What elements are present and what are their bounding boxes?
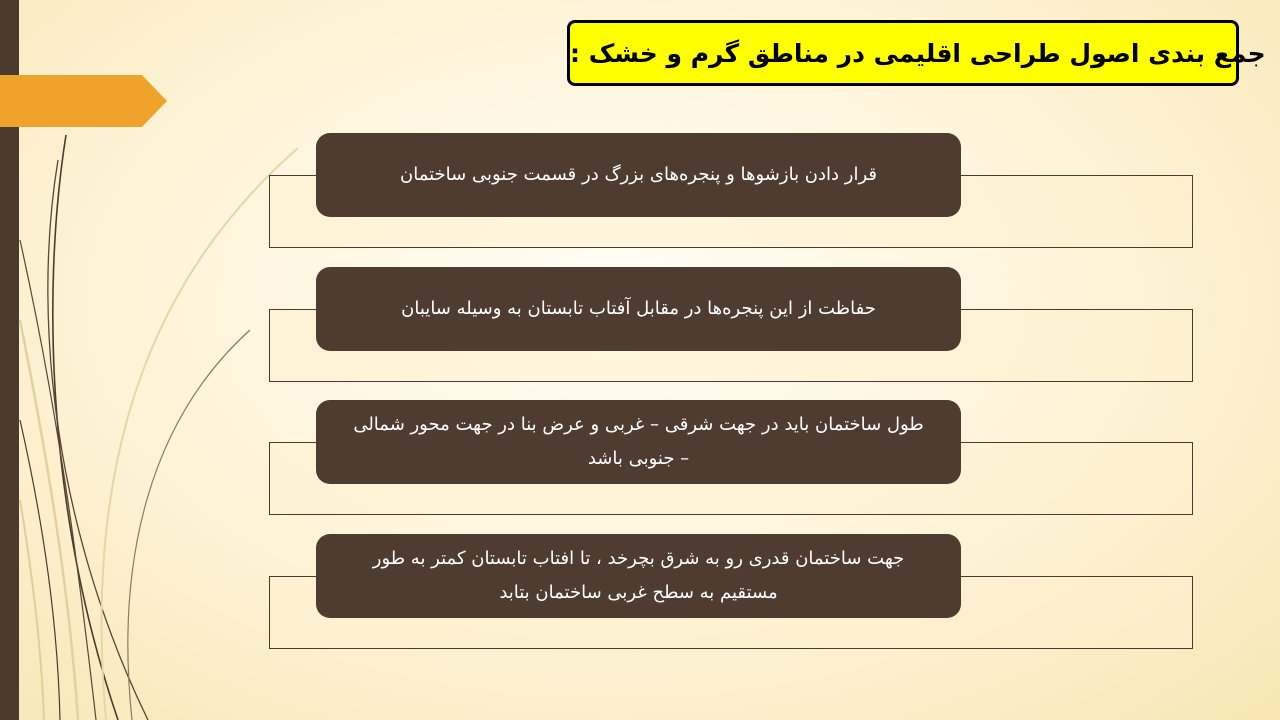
- list-item-4: [316, 534, 961, 618]
- list-item-2-text: حفاظت از این پنجره‌ها در مقابل آفتاب تابستان به وسیله سایبان: [401, 298, 876, 319]
- list-item-2: [316, 267, 961, 351]
- list-item-3: [316, 400, 961, 484]
- list-item-3-text: طول ساختمان باید در جهت شرقی – غربی و عرض بنا در جهت محور شمالی – جنوبی باشد: [353, 414, 924, 469]
- list-item-1: [316, 133, 961, 217]
- list-item-4-text: جهت ساختمان قدری رو به شرق بچرخد ، تا افتاب تابستان کمتر به طور مستقیم به سطح غربی ساختمان بتابد: [372, 548, 905, 603]
- title-box: [567, 20, 1266, 86]
- slide-title: جمع بندی اصول طراحی اقلیمی در مناطق گرم و خشک :: [570, 38, 1266, 68]
- orange-arrow-tab: [0, 75, 167, 127]
- list-item-1-text: قرار دادن بازشوها و پنجره‌های بزرگ در قسمت جنوبی ساختمان: [400, 164, 877, 185]
